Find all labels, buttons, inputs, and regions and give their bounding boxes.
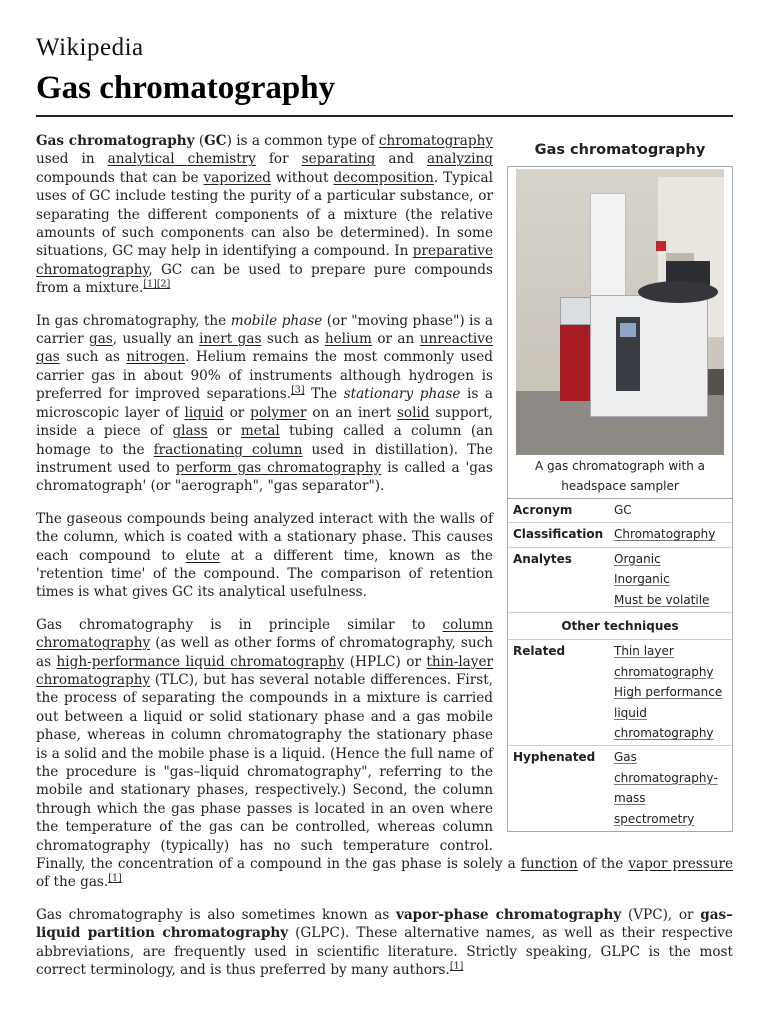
infobox-table <box>508 499 732 831</box>
link-vapor-pressure[interactable]: vapor pressure <box>628 856 733 873</box>
link-gas[interactable]: gas <box>89 331 113 348</box>
wikipedia-wordmark[interactable]: Wikipedia <box>36 34 144 61</box>
link-chromatography[interactable]: chromatography <box>378 133 494 149</box>
link-analytical-chemistry[interactable]: analytical chemistry <box>107 151 256 168</box>
link-vaporized[interactable]: vaporized <box>203 169 271 186</box>
infobox-section-other-techniques <box>508 613 732 640</box>
link-liquid[interactable]: liquid <box>184 404 224 421</box>
citation-ref[interactable]: [1] <box>449 960 464 972</box>
link-analyzing[interactable]: analyzing <box>427 151 493 168</box>
bold-glpc: gas–liquid partition chromatography <box>36 906 733 942</box>
infobox-value: GC <box>614 503 632 517</box>
gas-chromatograph-photo[interactable] <box>516 169 724 455</box>
infobox <box>507 132 733 832</box>
paragraph-retention: The gaseous compounds being analyzed interact with the walls of the column, which is coated with a stationary phase. This causes each compound to elute at a different time, known as the 'retention time' of the compound. The comparison of retention times is what gives GC its analytical usefulness. <box>36 510 493 601</box>
infobox-row-analytes <box>508 547 732 612</box>
infobox-row-acronym <box>508 499 732 523</box>
link-function[interactable]: function <box>520 856 578 873</box>
infobox-link[interactable]: Inorganic <box>614 572 670 587</box>
infobox-row-related <box>508 640 732 746</box>
link-fractionating-column[interactable]: fractionating column <box>153 441 303 458</box>
paragraph-phases: In gas chromatography, the mobile phase (or "moving phase") is a carrier gas, usually an inert gas such as helium or an unreactive gas such as nitrogen. Helium remains the most commonly used carrier gas in about 90% of instruments although hydrogen is preferred for improved separations.[3] The stationary phase is a microscopic layer of liquid or polymer on an inert solid support, inside a piece of glass or metal tubing called a column (an homage to the fractionating column used in distillation). The instrument used to perform gas chromatography is called a 'gas chromatograph' (or "aerograph", "gas separator"). <box>36 312 494 495</box>
bold-vpc: vapor-phase chromatography <box>395 906 622 923</box>
link-nitrogen[interactable]: nitrogen <box>126 349 186 366</box>
infobox-link[interactable]: Organic <box>614 551 661 566</box>
link-polymer[interactable]: polymer <box>250 404 307 421</box>
infobox-link[interactable]: Must be volatile <box>614 592 710 607</box>
link-hplc[interactable]: high-performance liquid chromatography <box>56 653 345 670</box>
link-helium[interactable]: helium <box>324 331 372 348</box>
infobox-label: Related <box>513 644 566 659</box>
bold-term: Gas chromatography <box>36 133 195 149</box>
italic-stationary-phase: stationary phase <box>343 386 461 403</box>
link-inert-gas[interactable]: inert gas <box>199 331 262 348</box>
infobox-label: Hyphenated <box>513 750 596 765</box>
infobox-label: Classification <box>513 527 604 542</box>
infobox-link[interactable]: Gas chromatography-mass spectrometry <box>614 750 718 826</box>
link-elute[interactable]: elute <box>185 547 221 564</box>
link-decomposition[interactable]: decomposition <box>333 169 434 186</box>
link-preparative-chromatography[interactable]: preparative chromatography <box>36 243 493 278</box>
title-divider <box>36 115 733 117</box>
infobox-section-header: Other techniques <box>561 619 679 634</box>
link-unreactive-gas[interactable]: unreactive gas <box>36 331 493 366</box>
link-column-chromatography[interactable]: column chromatography <box>36 616 493 652</box>
paragraph-comparison: Gas chromatography is in principle similar to column chromatography (as well as other forms of chromatography, such as high-performance liquid chromatography (HPLC) or thin-layer chromatography (TLC), but has several notable differences. First, the process of separating the compounds in a mixture is carried out between a liquid or solid stationary phase and a gas mobile phase, whereas in column chromatography the stationary phase is a solid and the mobile phase is a liquid. (Hence the full name of the procedure is "gas–liquid chromatography", referring to the mobile and stationary phases, respectively.) Second, the column through which the gas phase passes is located in an oven where the temperature of the gas can be controlled, whereas column chromatography (typically) has no such temperature control. Finally, the concentration of a compound in the gas phase is solely a function of the vapor pressure of the gas.[1] <box>36 616 733 891</box>
infobox-link[interactable]: Chromatography <box>614 527 716 542</box>
infobox-row-classification <box>508 523 732 547</box>
citation-ref[interactable]: [3] <box>291 384 305 396</box>
link-separating[interactable]: separating <box>301 151 376 168</box>
article-body <box>36 132 733 993</box>
citation-ref[interactable]: [2] <box>156 278 171 290</box>
infobox-label: Acronym <box>513 503 573 517</box>
infobox-title: Gas chromatography <box>534 142 706 158</box>
infobox-frame <box>507 166 733 832</box>
paragraph-names: Gas chromatography is also sometimes known as vapor-phase chromatography (VPC), or gas–liquid partition chromatography (GLPC). These alternative names, as well as their respective abbreviations, are frequently used in scientific literature. Strictly speaking, GLPC is the most correct terminology, and is thus preferred by many authors.[1] <box>36 906 733 979</box>
link-metal[interactable]: metal <box>240 423 280 440</box>
infobox-link[interactable]: High performance liquid chromatography <box>614 685 723 741</box>
italic-mobile-phase: mobile phase <box>230 312 323 329</box>
citation-ref[interactable]: [1] <box>108 872 122 884</box>
infobox-link[interactable]: Thin layer chromatography <box>614 644 714 679</box>
bold-abbr: GC <box>204 133 227 149</box>
link-perform-gas-chromatography[interactable]: perform gas chromatography <box>175 459 382 476</box>
paragraph-intro: Gas chromatography (GC) is a common type of chromatography used in analytical chemistry for separating and analyzing compounds that can be vaporized without decomposition. Typical uses of GC include testing the purity of a particular substance, or separating the different components of a mixture (the relative amounts of such components can also be determined). In some situations, GC may help in identifying a compound. In preparative chromatography, GC can be used to prepare pure compounds from a mixture.[1][2] <box>36 133 494 297</box>
link-tlc[interactable]: thin-layer chromatography <box>36 653 494 688</box>
link-solid[interactable]: solid <box>396 404 430 421</box>
citation-ref[interactable]: [1] <box>143 278 157 290</box>
infobox-row-hyphenated <box>508 746 732 831</box>
link-glass[interactable]: glass <box>172 423 208 440</box>
photo-caption: A gas chromatograph with a headspace sampler <box>508 455 732 499</box>
infobox-label: Analytes <box>513 551 572 566</box>
page-title: Gas chromatography <box>36 70 336 106</box>
